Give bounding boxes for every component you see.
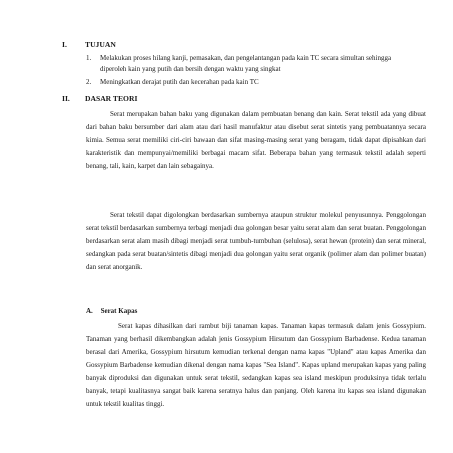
subsection-label: A. — [86, 307, 93, 315]
subsection-heading — [86, 307, 137, 315]
list-item-text: Melakukan proses hilang kanji, pemasakan, dan pengelantangan pada kain TC secara simultan sehingga diperoleh kain yang putih dan bersih dengan waktu yang singkat — [100, 54, 392, 73]
paragraph: Serat tekstil dapat digolongkan berdasarkan sumbernya ataupun struktur molekul penyusunnya. Penggolongan serat tekstil berdasarkan sumbernya terbagi menjadi dua golongan besar yaitu serat alam dan serat buatan. Penggolongan berdasarkan serat alam masih dibagi menjadi serat tumbuh-tumbuhan (selulosa), serat hewan (protein) dan serat mineral, sedangkan pada serat buatan/sintetis dibagi menjadi dua golongan yaitu serat organik (polimer alam dan polimer buatan) dan serat anorganik. — [86, 211, 426, 271]
section-number: I. — [62, 40, 67, 49]
list-item — [86, 53, 406, 75]
subsection-title: Serat Kapas — [100, 307, 138, 315]
objectives-list — [86, 53, 406, 88]
list-item-number: 2. — [86, 78, 92, 86]
list-item-text: Meningkatkan derajat putih dan kecerahan pada kain TC — [100, 78, 259, 86]
section-title: DASAR TEORI — [85, 94, 138, 103]
section-title: TUJUAN — [85, 40, 116, 49]
paragraph: Serat merupakan bahan baku yang digunakan dalam pembuatan benang dan kain. Serat tekstil ada yang dibuat dari bahan baku bersumber dari alam atau dari hasil manufaktur atau disebut serat sintetis yang pembuatannya secara kimia. Semua serat memiliki ciri-ciri bawaan dan sifat masing-masing serat yang beragam, tidak dapat dipisahkan dari karakteristik dan mempunyai/memiliki berbagai macam sifat. Beberapa bahan yang termasuk tekstil adalah seperti benang, tali, kain, karpet dan lain sebagainya. — [86, 110, 426, 170]
section-number: II. — [62, 94, 70, 103]
paragraph: Serat kapas dihasilkan dari rambut biji tanaman kapas. Tanaman kapas termasuk dalam jenis Gossypium. Tanaman yang berhasil dikembangkan adalah jenis Gossypium Hirsutum dan Gossypium Barbadense. Kedua tanaman berasal dari Amerika, Gossypium hirsutum kemudian terkenal dengan nama kapas "Upland" atau kapas Amerika dan Gossypium Barbadense kemudian dikenal dengan nama kapas "Sea Island". Kapas upland merupakan kapas yang paling banyak diproduksi dan digunakan untuk serat tekstil, sedangkan kapas sea island meskipun produksinya tidak terlalu banyak, tetapi kualitasnya sangat baik karena seratnya halus dan panjang. Oleh karena itu kapas sea island digunakan untuk tekstil kualitas tinggi. — [86, 322, 426, 408]
list-item — [86, 77, 406, 88]
list-item-number: 1. — [86, 54, 92, 62]
